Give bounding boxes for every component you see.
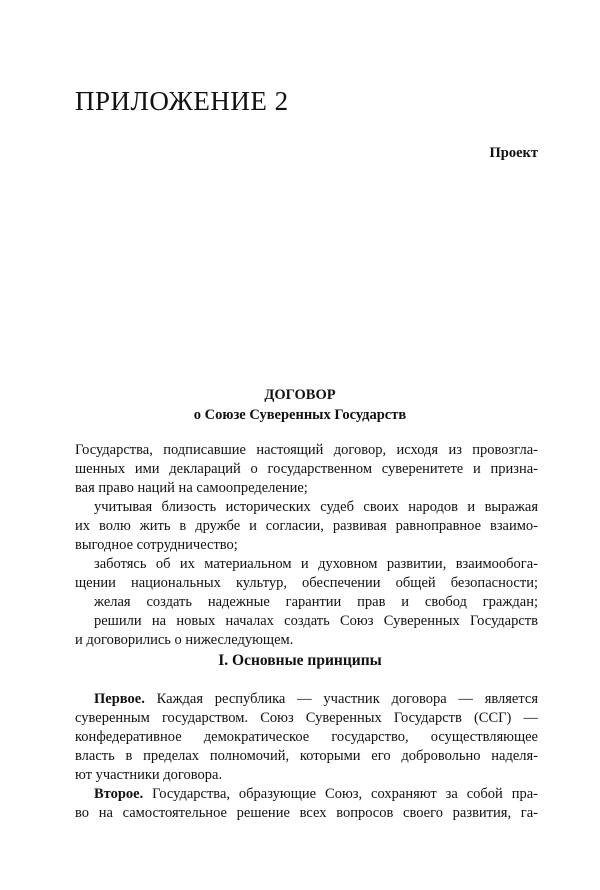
treaty-title: ДОГОВОР bbox=[264, 387, 336, 403]
preamble-line: вая право наций на самоопределение; bbox=[75, 480, 308, 496]
article-first-line: суверенным государством. Союз Суверенных Государств (ССГ) — bbox=[75, 710, 538, 726]
article-first-text: Каждая республика — участник договора — является bbox=[144, 691, 538, 707]
preamble-line: их волю жить в дружбе и согласии, развивая равноправное взаимо- bbox=[75, 518, 538, 534]
article-first-line bbox=[75, 690, 538, 709]
preamble-line: заботясь об их материальном и духовном развитии, взаимообога- bbox=[94, 556, 538, 572]
draft-label: Проект bbox=[489, 145, 538, 161]
preamble-line: решили на новых началах создать Союз Суверенных Государств bbox=[94, 613, 538, 629]
preamble-line: выгодное сотрудничество; bbox=[75, 537, 238, 553]
section-title: I. Основные принципы bbox=[218, 652, 382, 669]
article-second-line: во на самостоятельное решение всех вопросов своего развития, га- bbox=[75, 805, 538, 821]
article-first-lead: Первое. bbox=[94, 691, 145, 707]
treaty-subtitle: о Союзе Суверенных Государств bbox=[193, 407, 407, 423]
article-first-line: конфедеративное демократическое государство, осуществляющее bbox=[75, 729, 538, 745]
article-second-text: Государства, образующие Союз, сохраняют за собой пра- bbox=[143, 786, 538, 802]
preamble-line: учитывая близость исторических судеб своих народов и выражая bbox=[94, 499, 538, 515]
article-first-line: власть в пределах полномочий, которыми его добровольно наделя- bbox=[75, 748, 538, 764]
preamble-line: шенных ими деклараций о государственном суверенитете и призна- bbox=[75, 461, 538, 477]
article-second-line bbox=[75, 785, 538, 804]
preamble-line: и договорились о нижеследующем. bbox=[75, 632, 294, 648]
appendix-title: ПРИЛОЖЕНИЕ 2 bbox=[75, 86, 289, 116]
preamble bbox=[75, 441, 538, 650]
article-first-line: ют участники договора. bbox=[75, 767, 223, 783]
preamble-line: желая создать надежные гарантии прав и свобод граждан; bbox=[94, 594, 538, 610]
preamble-line: Государства, подписавшие настоящий договор, исходя из провозгла- bbox=[75, 442, 538, 458]
preamble-line: щении национальных культур, обеспечении общей безопасности; bbox=[75, 575, 538, 591]
article-second-lead: Второе. bbox=[94, 786, 144, 802]
section-body bbox=[75, 690, 538, 823]
